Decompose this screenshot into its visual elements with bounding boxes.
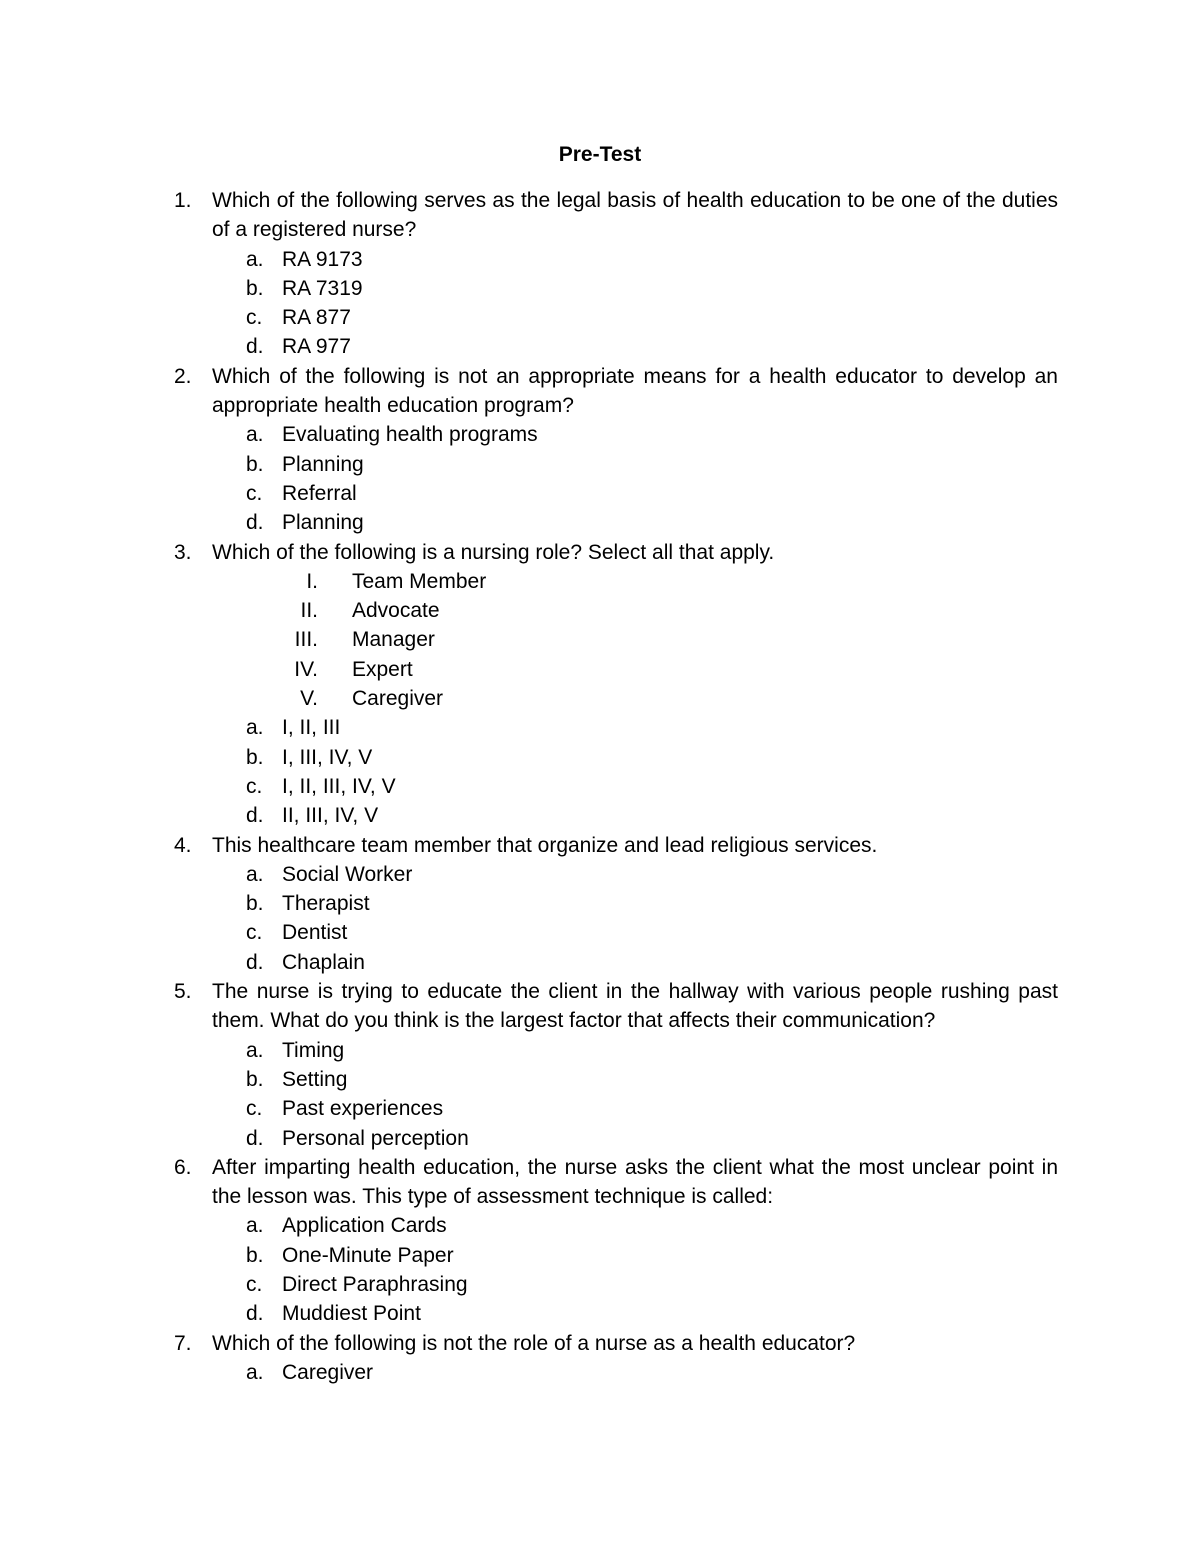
- choice-text: RA 877: [282, 306, 351, 330]
- roman-option: [0, 567, 1200, 596]
- choice-text: Personal perception: [282, 1126, 469, 1150]
- page-title: Pre-Test: [558, 143, 642, 166]
- answer-choice: [0, 303, 1200, 332]
- choice-text: Timing: [282, 1038, 345, 1062]
- choice-letter: d.: [246, 1302, 264, 1326]
- question-number: 5.: [174, 980, 192, 1004]
- choice-text: RA 977: [282, 335, 351, 359]
- choice-letter: d.: [246, 335, 264, 359]
- choice-text: RA 7319: [282, 276, 363, 300]
- roman-option-text: Expert: [352, 657, 413, 681]
- answer-choice: [0, 801, 1200, 830]
- question-number: 2.: [174, 364, 192, 388]
- choice-text: Referral: [282, 481, 357, 505]
- choice-text: Past experiences: [282, 1097, 444, 1121]
- choice-text: Planning: [282, 452, 364, 476]
- answer-choice: [0, 450, 1200, 479]
- choice-text: Application Cards: [282, 1214, 447, 1238]
- choice-text: II, III, IV, V: [282, 804, 379, 828]
- choice-letter: a.: [246, 247, 264, 271]
- answer-choice: [0, 332, 1200, 361]
- choice-text: Therapist: [282, 892, 370, 916]
- question-text: This healthcare team member that organize and lead religious services.: [212, 833, 878, 857]
- answer-choice: [0, 1211, 1200, 1240]
- answer-choice: [0, 479, 1200, 508]
- question-text: Which of the following is not an appropriate means for a health educator to develop an appropriate health education program?: [212, 364, 1058, 418]
- question-number: 1.: [174, 189, 192, 212]
- roman-option: [0, 596, 1200, 625]
- answer-choice: [0, 713, 1200, 742]
- question-text: After imparting health education, the nurse asks the client what the most unclear point in the lesson was. This type of assessment technique is called:: [212, 1155, 1058, 1209]
- choice-letter: b.: [246, 745, 264, 769]
- choice-text: Chaplain: [282, 950, 365, 974]
- roman-option-text: Caregiver: [352, 687, 444, 711]
- choice-letter: a.: [246, 716, 264, 740]
- choice-letter: c.: [246, 481, 263, 505]
- choice-letter: c.: [246, 1097, 263, 1121]
- choice-letter: b.: [246, 1067, 264, 1091]
- roman-numeral: V.: [300, 687, 318, 711]
- answer-choice: [0, 889, 1200, 918]
- choice-text: Muddiest Point: [282, 1302, 421, 1326]
- question-list: [0, 186, 1200, 1387]
- choice-letter: b.: [246, 892, 264, 916]
- roman-numeral: I.: [306, 569, 318, 593]
- roman-option: [0, 655, 1200, 684]
- choice-letter: b.: [246, 276, 264, 300]
- choice-letter: b.: [246, 452, 264, 476]
- choice-letter: d.: [246, 1126, 264, 1150]
- question-item: [0, 1153, 1200, 1212]
- answer-choice: [0, 508, 1200, 537]
- roman-option: [0, 684, 1200, 713]
- choice-text: One-Minute Paper: [282, 1243, 454, 1267]
- choice-letter: c.: [246, 774, 263, 798]
- answer-choice: [0, 860, 1200, 889]
- answer-choice: [0, 1036, 1200, 1065]
- question-item: [0, 1329, 1200, 1358]
- choice-letter: a.: [246, 1214, 264, 1238]
- choice-text: Setting: [282, 1067, 348, 1091]
- answer-choice: [0, 1094, 1200, 1123]
- choice-letter: a.: [246, 1360, 264, 1384]
- choice-letter: c.: [246, 921, 263, 945]
- choice-text: RA 9173: [282, 247, 363, 271]
- choice-text: I, III, IV, V: [282, 745, 373, 769]
- question-item: [0, 831, 1200, 860]
- answer-choice: [0, 1270, 1200, 1299]
- answer-choice: [0, 1299, 1200, 1328]
- choice-letter: a.: [246, 1038, 264, 1062]
- question-item: [0, 977, 1200, 1036]
- answer-choice: [0, 743, 1200, 772]
- question-number: 6.: [174, 1155, 192, 1179]
- question-text: Which of the following is not the role of a nurse as a health educator?: [212, 1331, 856, 1355]
- question-item: [0, 538, 1200, 567]
- roman-numeral: IV.: [294, 657, 318, 681]
- choice-letter: d.: [246, 511, 264, 535]
- question-number: 7.: [174, 1331, 192, 1355]
- answer-choice: [0, 918, 1200, 947]
- roman-option-text: Team Member: [352, 569, 487, 593]
- answer-choice: [0, 274, 1200, 303]
- answer-choice: [0, 1358, 1200, 1387]
- answer-choice: [0, 772, 1200, 801]
- answer-choice: [0, 420, 1200, 449]
- choice-text: Social Worker: [282, 862, 413, 886]
- choice-letter: c.: [246, 1272, 263, 1296]
- answer-choice: [0, 1241, 1200, 1270]
- question-text: Which of the following serves as the legal basis of health education to be one of the duties of a registered nurse?: [212, 189, 1058, 242]
- roman-option-text: Manager: [352, 628, 435, 652]
- choice-text: Dentist: [282, 921, 348, 945]
- question-text: The nurse is trying to educate the client in the hallway with various people rushing past them. What do you think is the largest factor that affects their communication?: [212, 980, 1058, 1033]
- question-number: 3.: [174, 540, 192, 564]
- roman-numeral: III.: [294, 628, 318, 652]
- choice-text: Caregiver: [282, 1360, 374, 1384]
- question-item: [0, 362, 1200, 421]
- choice-text: I, II, III: [282, 716, 341, 740]
- question-number: 4.: [174, 833, 192, 857]
- answer-choice: [0, 1065, 1200, 1094]
- choice-text: Planning: [282, 511, 364, 535]
- choice-letter: a.: [246, 423, 264, 447]
- answer-choice: [0, 245, 1200, 274]
- choice-letter: c.: [246, 306, 263, 330]
- choice-letter: d.: [246, 950, 264, 974]
- choice-letter: b.: [246, 1243, 264, 1267]
- choice-text: Evaluating health programs: [282, 423, 538, 447]
- roman-option: [0, 625, 1200, 654]
- question-item: [0, 186, 1200, 245]
- roman-option-text: Advocate: [352, 599, 440, 623]
- question-text: Which of the following is a nursing role? Select all that apply.: [212, 540, 775, 564]
- choice-text: Direct Paraphrasing: [282, 1272, 468, 1296]
- roman-numeral: II.: [300, 599, 318, 623]
- choice-text: I, II, III, IV, V: [282, 774, 396, 798]
- choice-letter: d.: [246, 804, 264, 828]
- answer-choice: [0, 948, 1200, 977]
- answer-choice: [0, 1124, 1200, 1153]
- choice-letter: a.: [246, 862, 264, 886]
